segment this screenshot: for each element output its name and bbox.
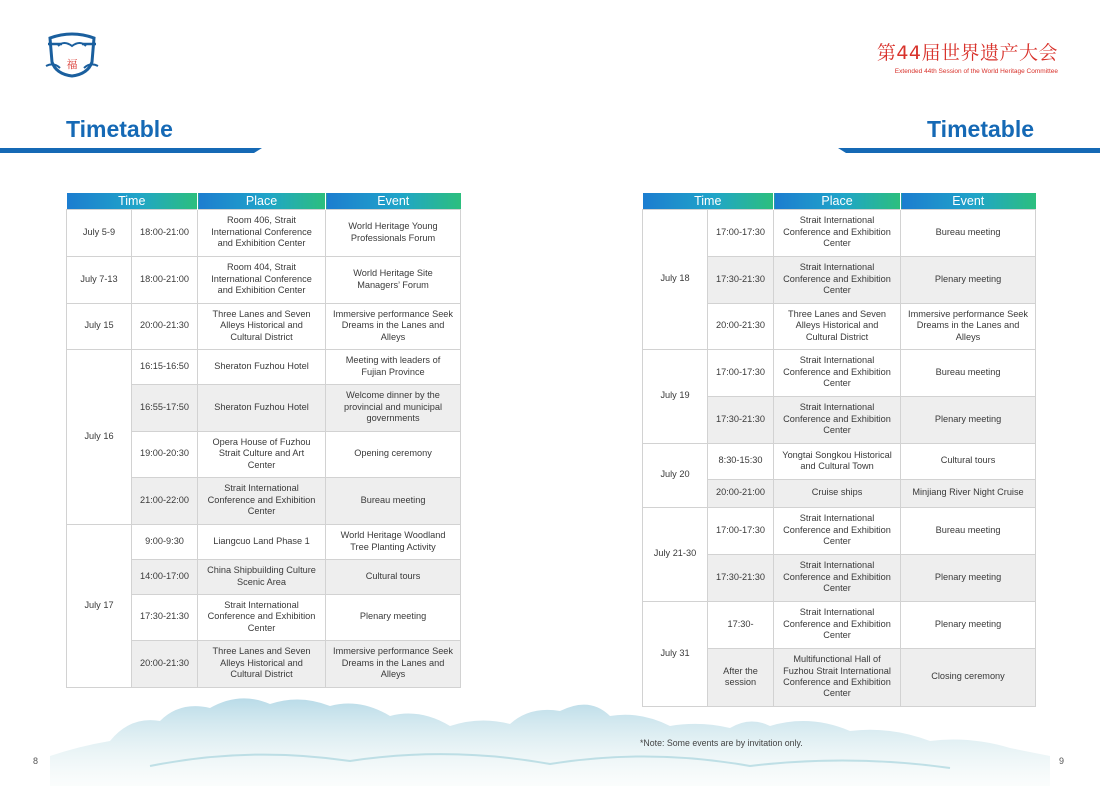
date-cell: July 15	[67, 303, 132, 349]
time-cell: 17:30-21:30	[132, 594, 198, 640]
place-cell: Liangcuo Land Phase 1	[198, 524, 326, 559]
table-header-row	[67, 193, 461, 209]
table-header-row	[643, 193, 1036, 209]
event-cell: Bureau meeting	[901, 209, 1036, 256]
event-cell: Bureau meeting	[901, 507, 1036, 554]
column-header-place: Place	[774, 193, 901, 209]
scenery-illustration	[50, 686, 1050, 786]
time-cell: 19:00-20:30	[132, 431, 198, 477]
event-cell: Plenary meeting	[901, 601, 1036, 648]
date-cell: July 20	[643, 443, 708, 507]
table-row	[67, 349, 461, 384]
date-cell: July 21-30	[643, 507, 708, 601]
table-row	[643, 507, 1036, 554]
date-cell: July 16	[67, 349, 132, 524]
place-cell: China Shipbuilding Culture Scenic Area	[198, 559, 326, 594]
right-page-title: Timetable	[927, 116, 1034, 142]
table-row	[643, 209, 1036, 256]
column-header-place: Place	[198, 193, 326, 209]
invitation-note: *Note: Some events are by invitation only.	[640, 738, 803, 748]
place-cell: Strait International Conference and Exhibition Center	[774, 209, 901, 256]
time-cell: 18:00-21:00	[132, 256, 198, 303]
place-cell: Multifunctional Hall of Fuzhou Strait International Conference and Exhibition Center	[774, 648, 901, 706]
time-cell: 20:00-21:30	[132, 640, 198, 687]
time-cell: 16:55-17:50	[132, 384, 198, 431]
time-cell: After the session	[708, 648, 774, 706]
logo-character: 福	[66, 58, 78, 71]
time-cell: 17:00-17:30	[708, 349, 774, 396]
event-cell: Cultural tours	[901, 443, 1036, 479]
event-cell: Plenary meeting	[326, 594, 461, 640]
left-timetable	[66, 193, 461, 688]
brand-block	[877, 38, 1058, 75]
time-cell: 17:30-21:30	[708, 396, 774, 443]
event-cell: Immersive performance Seek Dreams in the Lanes and Alleys	[901, 303, 1036, 349]
date-cell: July 19	[643, 349, 708, 443]
time-cell: 17:30-21:30	[708, 554, 774, 601]
event-cell: Minjiang River Night Cruise	[901, 479, 1036, 507]
date-cell: July 31	[643, 601, 708, 706]
event-cell: Meeting with leaders of Fujian Province	[326, 349, 461, 384]
time-cell: 20:00-21:00	[708, 479, 774, 507]
column-header-event: Event	[326, 193, 461, 209]
left-page-title: Timetable	[66, 116, 173, 142]
place-cell: Room 406, Strait International Conference and Exhibition Center	[198, 209, 326, 256]
table-row	[67, 256, 461, 303]
place-cell: Sheraton Fuzhou Hotel	[198, 349, 326, 384]
event-cell: Plenary meeting	[901, 554, 1036, 601]
table-row	[643, 601, 1036, 648]
date-cell: July 5-9	[67, 209, 132, 256]
time-cell: 17:30-	[708, 601, 774, 648]
time-cell: 20:00-21:30	[708, 303, 774, 349]
place-cell: Strait International Conference and Exhibition Center	[774, 601, 901, 648]
event-cell: Bureau meeting	[326, 477, 461, 524]
time-cell: 17:00-17:30	[708, 209, 774, 256]
date-cell: July 17	[67, 524, 132, 687]
event-cell: Bureau meeting	[901, 349, 1036, 396]
time-cell: 18:00-21:00	[132, 209, 198, 256]
table-row	[67, 209, 461, 256]
place-cell: Strait International Conference and Exhibition Center	[774, 554, 901, 601]
place-cell: Three Lanes and Seven Alleys Historical and Cultural District	[198, 303, 326, 349]
time-cell: 21:00-22:00	[132, 477, 198, 524]
time-cell: 17:30-21:30	[708, 256, 774, 303]
event-cell: World Heritage Site Managers’ Forum	[326, 256, 461, 303]
place-cell: Strait International Conference and Exhibition Center	[198, 594, 326, 640]
place-cell: Room 404, Strait International Conference and Exhibition Center	[198, 256, 326, 303]
place-cell: Strait International Conference and Exhibition Center	[774, 396, 901, 443]
event-cell: Welcome dinner by the provincial and municipal governments	[326, 384, 461, 431]
column-header-time: Time	[67, 193, 198, 209]
event-cell: Plenary meeting	[901, 396, 1036, 443]
event-cell: Opening ceremony	[326, 431, 461, 477]
column-header-event: Event	[901, 193, 1036, 209]
table-row	[643, 349, 1036, 396]
place-cell: Yongtai Songkou Historical and Cultural Town	[774, 443, 901, 479]
time-cell: 16:15-16:50	[132, 349, 198, 384]
heritage-logo	[44, 32, 100, 80]
time-cell: 8:30-15:30	[708, 443, 774, 479]
place-cell: Cruise ships	[774, 479, 901, 507]
place-cell: Strait International Conference and Exhibition Center	[774, 507, 901, 554]
place-cell: Strait International Conference and Exhibition Center	[198, 477, 326, 524]
right-heading-rule	[838, 146, 1100, 156]
place-cell: Three Lanes and Seven Alleys Historical and Cultural District	[198, 640, 326, 687]
page-number-right: 9	[1058, 756, 1064, 766]
time-cell: 20:00-21:30	[132, 303, 198, 349]
place-cell: Three Lanes and Seven Alleys Historical and Cultural District	[774, 303, 901, 349]
event-cell: World Heritage Woodland Tree Planting Activity	[326, 524, 461, 559]
event-cell: World Heritage Young Professionals Forum	[326, 209, 461, 256]
place-cell: Strait International Conference and Exhibition Center	[774, 349, 901, 396]
right-timetable	[642, 193, 1036, 707]
event-cell: Immersive performance Seek Dreams in the Lanes and Alleys	[326, 640, 461, 687]
time-cell: 17:00-17:30	[708, 507, 774, 554]
date-cell: July 18	[643, 209, 708, 349]
brand-subtitle-en: Extended 44th Session of the World Heritage Committee	[894, 68, 1058, 75]
table-row	[67, 524, 461, 559]
table-row	[643, 443, 1036, 479]
event-cell: Immersive performance Seek Dreams in the Lanes and Alleys	[326, 303, 461, 349]
time-cell: 9:00-9:30	[132, 524, 198, 559]
left-heading-rule	[0, 146, 262, 156]
event-cell: Plenary meeting	[901, 256, 1036, 303]
page-number-left: 8	[33, 756, 39, 766]
brand-title-cn: 第44届世界遗产大会	[876, 42, 1058, 64]
column-header-time: Time	[643, 193, 774, 209]
place-cell: Sheraton Fuzhou Hotel	[198, 384, 326, 431]
table-row	[67, 303, 461, 349]
event-cell: Cultural tours	[326, 559, 461, 594]
place-cell: Strait International Conference and Exhibition Center	[774, 256, 901, 303]
date-cell: July 7-13	[67, 256, 132, 303]
place-cell: Opera House of Fuzhou Strait Culture and Art Center	[198, 431, 326, 477]
event-cell: Closing ceremony	[901, 648, 1036, 706]
time-cell: 14:00-17:00	[132, 559, 198, 594]
